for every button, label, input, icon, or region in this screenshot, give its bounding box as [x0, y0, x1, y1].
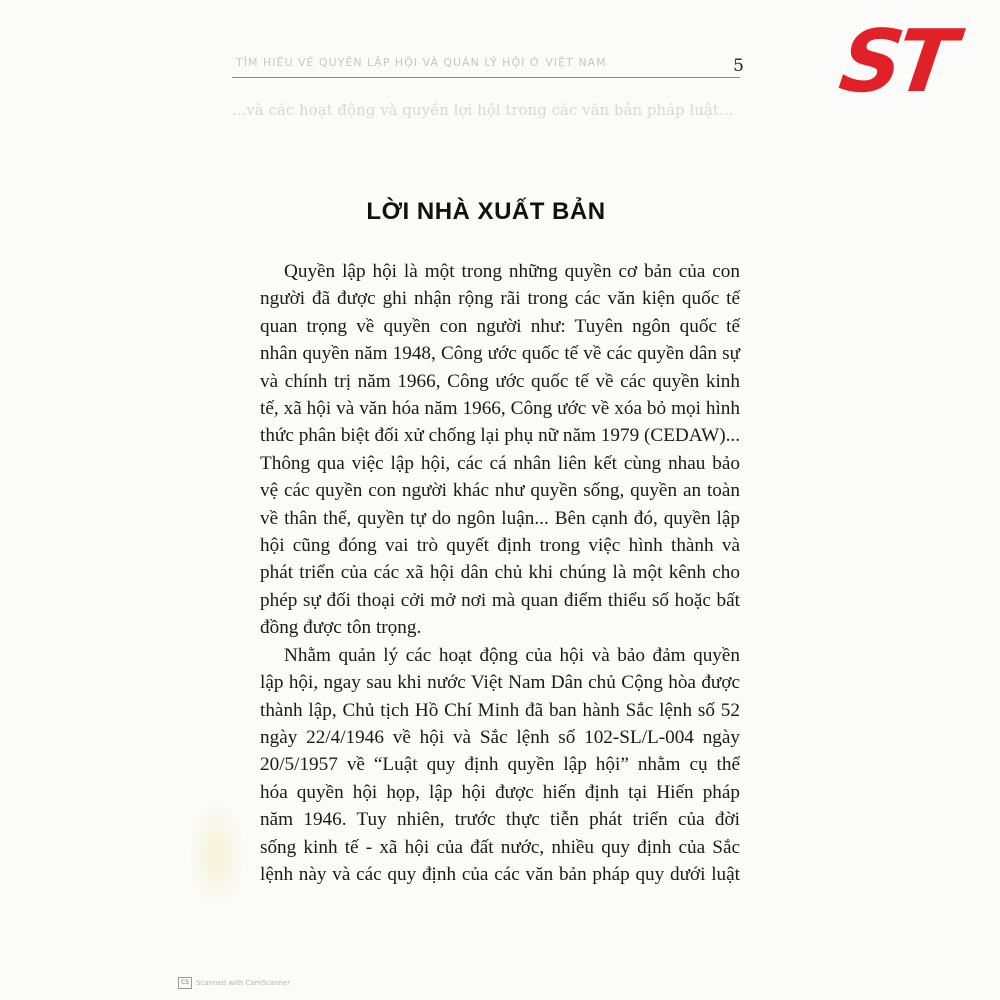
text-line: phát triển của các xã hội dân chủ khi chúng là một kênh cho	[260, 562, 740, 584]
text-line: lệnh này và các quy định của các văn bản pháp quy dưới luật	[260, 863, 740, 885]
text-line: phép sự đối thoại cởi mở nơi mà quan điểm thiểu số hoặc bất	[260, 589, 740, 611]
store-logo	[833, 8, 957, 120]
text-line: hội cũng đóng vai trò quyết định trong việc hình thành và	[260, 535, 740, 557]
text-line: thành lập, Chủ tịch Hồ Chí Minh đã ban hành Sắc lệnh số 52	[260, 699, 740, 721]
bleed-through-text	[232, 98, 740, 123]
body-text	[236, 258, 740, 888]
text-line: ngày 22/4/1946 về hội và Sắc lệnh số 102-SL/L-004 ngày	[260, 726, 740, 748]
text-line: quan trọng về quyền con người như: Tuyên ngôn quốc tế	[260, 315, 740, 337]
text-line: nhân quyền năm 1948, Công ước quốc tế về các quyền dân sự	[260, 343, 740, 365]
text-line: lập hội, ngay sau khi nước Việt Nam Dân chủ Cộng hòa được	[260, 672, 740, 694]
header-rule	[232, 77, 740, 78]
scanner-badge-icon: CS	[178, 977, 192, 989]
text-line: và chính trị năm 1966, Công ước quốc tế về các quyền kinh	[260, 370, 740, 392]
text-line: tế, xã hội và văn hóa năm 1966, Công ước về xóa bỏ mọi hình	[260, 398, 740, 420]
paragraph-2	[236, 642, 740, 889]
page-number: 5	[733, 56, 744, 76]
scanner-watermark	[178, 975, 338, 991]
paragraph-1	[236, 258, 740, 642]
section-heading: LỜI NHÀ XUẤT BẢN	[366, 198, 606, 225]
text-line: vệ các quyền con người khác như quyền sống, quyền an toàn	[260, 480, 740, 502]
bleed-through-line: ...và các hoạt động và quyền lợi hội trong các văn bản pháp luật...	[232, 101, 734, 119]
paper-stain	[188, 800, 246, 910]
store-logo-text: ST	[833, 12, 957, 112]
text-line: người đã được ghi nhận rộng rãi trong các văn kiện quốc tế	[260, 288, 740, 310]
text-line: Nhằm quản lý các hoạt động của hội và bảo đảm quyền	[284, 644, 740, 666]
text-line: sống kinh tế - xã hội của đất nước, nhiều quy định của Sắc	[260, 836, 740, 858]
scanner-text: Scanned with CamScanner	[196, 979, 291, 987]
text-line: thức phân biệt đối xử chống lại phụ nữ năm 1979 (CEDAW)...	[260, 425, 740, 447]
text-line: hóa quyền hội họp, lập hội được hiến định tại Hiến pháp	[260, 781, 740, 803]
text-line: về thân thể, quyền tự do ngôn luận... Bên cạnh đó, quyền lập	[260, 507, 740, 529]
text-line: năm 1946. Tuy nhiên, trước thực tiễn phát triển của đời	[260, 809, 740, 831]
text-line: 20/5/1957 về “Luật quy định quyền lập hội” nhằm cụ thể	[260, 754, 740, 776]
text-line: đồng được tôn trọng.	[260, 617, 422, 639]
text-line: Thông qua việc lập hội, các cá nhân liên kết cùng nhau bảo	[260, 452, 740, 474]
text-line: Quyền lập hội là một trong những quyền cơ bản của con	[284, 261, 740, 282]
running-head: TÌM HIỂU VỀ QUYỀN LẬP HỘI VÀ QUẢN LÝ HỘI Ở VIỆT NAM	[236, 56, 607, 69]
